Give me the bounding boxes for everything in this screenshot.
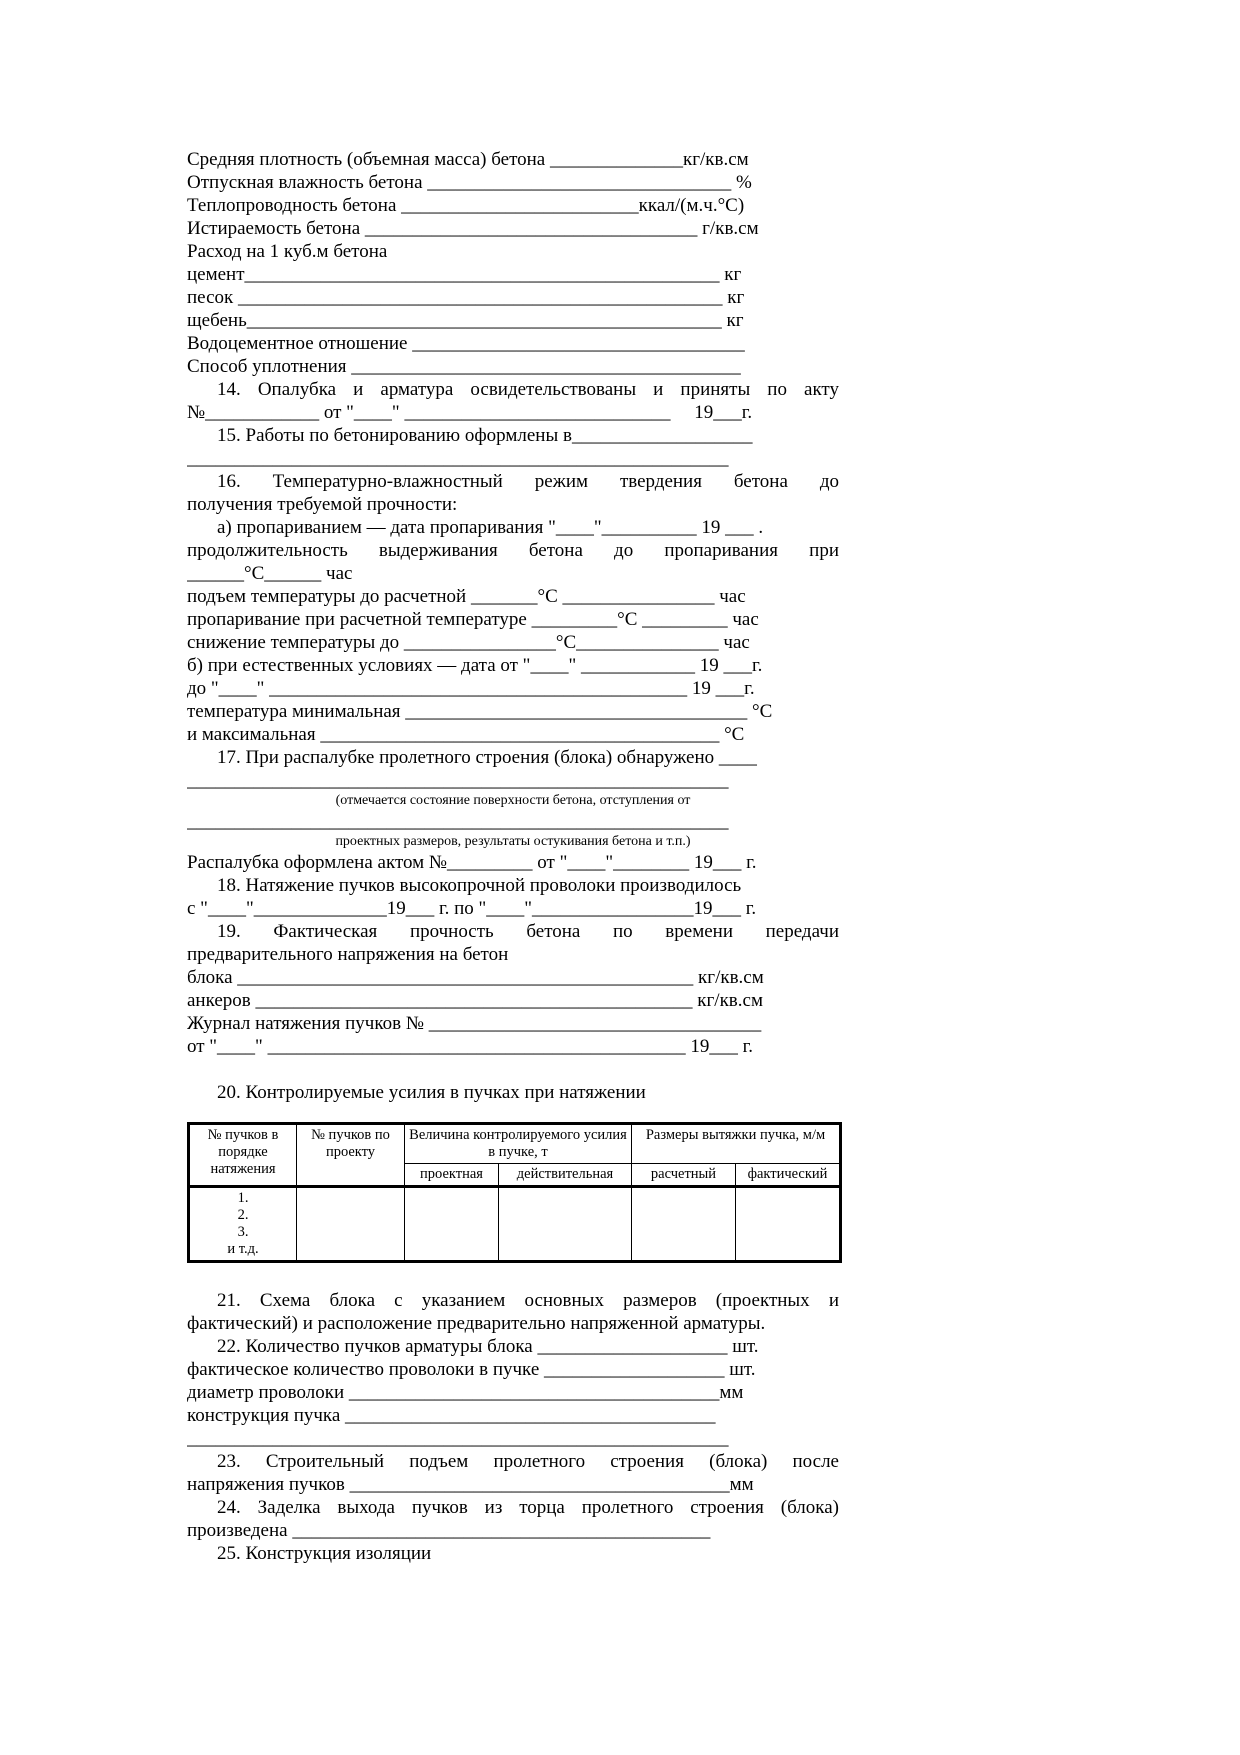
- item-25-title: 25. Конструкция изоляции: [217, 1543, 432, 1564]
- row-number: 2.: [237, 1207, 249, 1223]
- item-14-line-1: 14. Опалубка и арматура освидетельствованы и приняты по акту: [217, 379, 839, 400]
- item-18-line-1: 18. Натяжение пучков высокопрочной проволоки производилось: [217, 875, 742, 896]
- compaction-line: Способ уплотнения _________________________________________: [187, 356, 741, 377]
- item-22-line-3: диаметр проволоки _______________________________________мм: [187, 1382, 744, 1403]
- item-15-line-1: 15. Работы по бетонированию оформлены в___________________: [217, 425, 753, 446]
- consumption-heading: Расход на 1 куб.м бетона: [187, 241, 388, 262]
- item-16-duration-line-2: ______°С______ час: [187, 563, 353, 584]
- size-fact-cell: [736, 1187, 841, 1262]
- item-19-line-1: 19. Фактическая прочность бетона по времени передачи: [217, 921, 839, 942]
- header-project: № пучков по проекту: [297, 1124, 405, 1187]
- item-16-drop-line: снижение температуры до ________________°С_______________ час: [187, 632, 750, 653]
- concrete-properties: [187, 148, 839, 378]
- item-24-line-2: произведена ____________________________________________: [187, 1520, 711, 1541]
- tension-table-wrapper: [187, 1122, 839, 1263]
- item-17-line-3: _________________________________________________________: [187, 811, 729, 832]
- gravel-line: щебень__________________________________________________ кг: [187, 310, 744, 331]
- item-23-line-1: 23. Строительный подъем пролетного строения (блока) после: [217, 1451, 839, 1472]
- item-17-act-line: Распалубка оформлена актом №_________ от "____"________ 19___ г.: [187, 852, 757, 873]
- item-16-rise-line: подъем температуры до расчетной _______°С ________________ час: [187, 586, 746, 607]
- item-24-line-1: 24. Заделка выхода пучков из торца пролетного строения (блока): [217, 1497, 839, 1518]
- item-15-line-2: _________________________________________________________: [187, 448, 729, 469]
- density-line: Средняя плотность (объемная масса) бетона ______________кг/кв.см: [187, 149, 749, 170]
- header-force-actual: действительная: [499, 1164, 632, 1187]
- item-16-tmax-line: и максимальная __________________________________________ °С: [187, 724, 745, 745]
- item-22-line-4: конструкция пучка _______________________________________: [187, 1405, 716, 1426]
- item-17-caption-1: (отмечается состояние поверхности бетона, отступления от: [335, 793, 691, 808]
- order-cell: [189, 1187, 297, 1262]
- abrasion-line: Истираемость бетона ___________________________________ г/кв.см: [187, 218, 759, 239]
- document-page: [187, 148, 839, 1565]
- row-number: 3.: [237, 1224, 249, 1240]
- item-23-line-2: напряжения пучков ________________________________________мм: [187, 1474, 754, 1495]
- item-16-duration-line-1: продолжительность выдерживания бетона до пропаривания при: [187, 540, 839, 561]
- row-number: и т.д.: [227, 1241, 259, 1257]
- header-order: № пучков в порядке натяжения: [189, 1124, 297, 1187]
- item-17-line-2: _________________________________________________________: [187, 770, 729, 791]
- row-number: 1.: [237, 1190, 249, 1206]
- item-16-steaming-line: а) пропариванием — дата пропаривания "____"__________ 19 ___ .: [217, 517, 764, 538]
- item-17-line-1: 17. При распалубке пролетного строения (блока) обнаружено ____: [217, 747, 757, 768]
- project-cell: [297, 1187, 405, 1262]
- item-19-line-2: предварительного напряжения на бетон: [187, 944, 509, 965]
- tension-table: [187, 1122, 842, 1263]
- force-design-cell: [405, 1187, 499, 1262]
- table-row: [189, 1187, 841, 1262]
- item-16-to-line: до "____" ____________________________________________ 19 ___г.: [187, 678, 755, 699]
- item-16-line-2: получения требуемой прочности:: [187, 494, 458, 515]
- item-16-natural-line: б) при естественных условиях — дата от "____" ____________ 19 ___г.: [187, 655, 763, 676]
- item-17-caption-2: проектных размеров, результаты остукивания бетона и т.п.): [335, 834, 691, 849]
- conductivity-line: Теплопроводность бетона _________________________ккал/(м.ч.°С): [187, 195, 745, 216]
- header-size-fact: фактический: [736, 1164, 841, 1187]
- item-19-journal-line: Журнал натяжения пучков № ___________________________________: [187, 1013, 762, 1034]
- item-22-line-5: _________________________________________________________: [187, 1428, 729, 1449]
- item-20-title: 20. Контролируемые усилия в пучках при натяжении: [217, 1082, 646, 1103]
- item-22-line-2: фактическое количество проволоки в пучке ___________________ шт.: [187, 1359, 756, 1380]
- size-calc-cell: [632, 1187, 736, 1262]
- item-16-tmin-line: температура минимальная ____________________________________ °С: [187, 701, 773, 722]
- item-18-line-2: с "____"______________19___ г. по "____"_________________19___ г.: [187, 898, 757, 919]
- item-19-anchors-line: анкеров ______________________________________________ кг/кв.см: [187, 990, 763, 1011]
- item-16-line-1: 16. Температурно-влажностный режим твердения бетона до: [217, 471, 839, 492]
- item-19-from-line: от "____" ____________________________________________ 19___ г.: [187, 1036, 753, 1057]
- item-16-steam-line: пропаривание при расчетной температуре _________°С _________ час: [187, 609, 759, 630]
- force-actual-cell: [499, 1187, 632, 1262]
- cement-line: цемент__________________________________________________ кг: [187, 264, 742, 285]
- item-22-line-1: 22. Количество пучков арматуры блока ____________________ шт.: [217, 1336, 759, 1357]
- sand-line: песок ___________________________________________________ кг: [187, 287, 745, 308]
- header-force-design: проектная: [405, 1164, 499, 1187]
- item-21-line-1: 21. Схема блока с указанием основных размеров (проектных и: [217, 1290, 839, 1311]
- water-cement-line: Водоцементное отношение ___________________________________: [187, 333, 745, 354]
- header-size-calc: расчетный: [632, 1164, 736, 1187]
- item-19-block-line: блока ________________________________________________ кг/кв.см: [187, 967, 764, 988]
- item-21-line-2: фактический) и расположение предварительно напряженной арматуры.: [187, 1313, 766, 1334]
- moisture-line: Отпускная влажность бетона ________________________________ %: [187, 172, 752, 193]
- header-force: Величина контролируемого усилия в пучке, т: [405, 1124, 632, 1164]
- item-14-line-2: №____________ от "____" ____________________________ 19___г.: [187, 402, 753, 423]
- header-size: Размеры вытяжки пучка, м/м: [632, 1124, 841, 1164]
